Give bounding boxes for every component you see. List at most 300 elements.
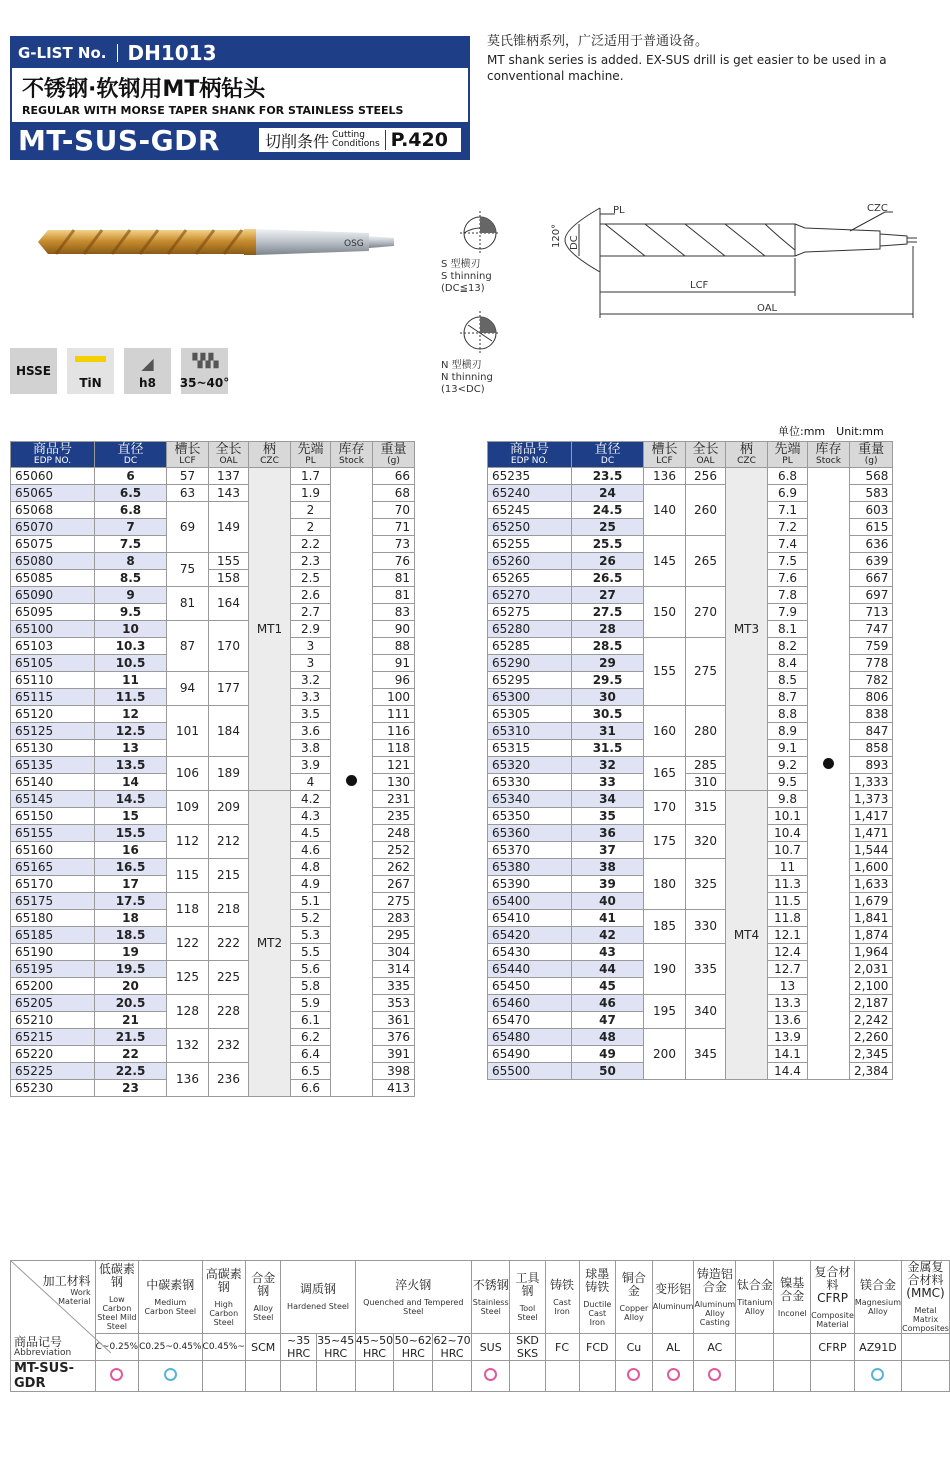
- work-material-table: [10, 1260, 950, 1392]
- edp-cell: 65170: [11, 876, 95, 893]
- lcf-cell: 185: [644, 910, 686, 944]
- table-row: [11, 1261, 950, 1334]
- col-dc: 直径 DC: [572, 442, 644, 468]
- cutting-page: P.420: [390, 129, 448, 151]
- oal-cell: 280: [686, 706, 726, 757]
- pl-cell: 5.2: [291, 910, 331, 927]
- weight-cell: 583: [850, 485, 893, 502]
- weight-cell: 304: [373, 944, 415, 961]
- weight-cell: 639: [850, 553, 893, 570]
- dc-cell: 21: [95, 1012, 167, 1029]
- edp-cell: 65255: [488, 536, 572, 553]
- table-row: [11, 1361, 950, 1392]
- weight-cell: 68: [373, 485, 415, 502]
- pl-cell: 4.5: [291, 825, 331, 842]
- weight-cell: 568: [850, 468, 893, 485]
- lcf-cell: 128: [167, 995, 209, 1029]
- weight-cell: 847: [850, 723, 893, 740]
- pl-cell: 5.8: [291, 978, 331, 995]
- dc-cell: 10.5: [95, 655, 167, 672]
- weight-cell: 248: [373, 825, 415, 842]
- pl-cell: 4.8: [291, 859, 331, 876]
- pl-cell: 12.4: [768, 944, 808, 961]
- edp-cell: 65490: [488, 1046, 572, 1063]
- shank-mark: OSG: [344, 239, 364, 249]
- edp-cell: 65145: [11, 791, 95, 808]
- dc-cell: 39: [572, 876, 644, 893]
- lcf-cell: 136: [167, 1063, 209, 1097]
- col-stock: 库存 Stock: [331, 442, 373, 468]
- pl-cell: 9.1: [768, 740, 808, 757]
- glist-bar: [12, 38, 468, 68]
- pl-cell: 9.5: [768, 774, 808, 791]
- col-weight: 重量 (g): [373, 442, 415, 468]
- edp-cell: 65460: [488, 995, 572, 1012]
- dc-cell: 14.5: [95, 791, 167, 808]
- lcf-cell: 195: [644, 995, 686, 1029]
- weight-cell: 2,384: [850, 1063, 893, 1080]
- lcf-cell: 132: [167, 1029, 209, 1063]
- dc-cell: 29.5: [572, 672, 644, 689]
- suitability-cell: [902, 1361, 950, 1392]
- oal-cell: 285: [686, 757, 726, 774]
- weight-cell: 91: [373, 655, 415, 672]
- weight-cell: 2,031: [850, 961, 893, 978]
- dc-cell: 50: [572, 1063, 644, 1080]
- material-abbreviation: 62~70 HRC: [433, 1334, 471, 1360]
- weight-cell: 391: [373, 1046, 415, 1063]
- oal-cell: 345: [686, 1029, 726, 1080]
- edp-cell: 65285: [488, 638, 572, 655]
- oal-label: OAL: [757, 303, 778, 314]
- pl-cell: 13: [768, 978, 808, 995]
- material-header: 中碳素钢 Medium Carbon Steel: [139, 1261, 202, 1334]
- dc-cell: 16: [95, 842, 167, 859]
- pl-cell: 8.4: [768, 655, 808, 672]
- edp-cell: 65155: [11, 825, 95, 842]
- dc-cell: 35: [572, 808, 644, 825]
- edp-cell: 65470: [488, 1012, 572, 1029]
- weight-cell: 70: [373, 502, 415, 519]
- weight-cell: 71: [373, 519, 415, 536]
- lcf-cell: 101: [167, 706, 209, 757]
- dc-cell: 6.8: [95, 502, 167, 519]
- dc-cell: 22: [95, 1046, 167, 1063]
- dc-cell: 44: [572, 961, 644, 978]
- dc-cell: 13.5: [95, 757, 167, 774]
- dc-cell: 30.5: [572, 706, 644, 723]
- weight-cell: 1,471: [850, 825, 893, 842]
- oal-cell: 177: [209, 672, 249, 706]
- edp-cell: 65260: [488, 553, 572, 570]
- dc-cell: 21.5: [95, 1029, 167, 1046]
- product-note: [487, 34, 947, 84]
- dc-cell: 11.5: [95, 689, 167, 706]
- material-abbreviation: AL: [652, 1334, 694, 1361]
- dc-cell: 8.5: [95, 570, 167, 587]
- suitability-cell: [774, 1361, 811, 1392]
- col-edp: 商品号 EDP NO.: [11, 442, 95, 468]
- material-header: 铸铁 Cast Iron: [545, 1261, 579, 1334]
- pl-cell: 5.9: [291, 995, 331, 1012]
- dc-cell: 28: [572, 621, 644, 638]
- pl-cell: 5.5: [291, 944, 331, 961]
- oal-cell: 320: [686, 825, 726, 859]
- pl-cell: 7.8: [768, 587, 808, 604]
- lcf-cell: 81: [167, 587, 209, 621]
- shank-cell: MT2: [249, 791, 291, 1097]
- material-header: 铜合金 Copper Alloy: [616, 1261, 653, 1334]
- unit-label: 单位:mm Unit:mm: [778, 425, 884, 438]
- dc-cell: 9.5: [95, 604, 167, 621]
- edp-cell: 65500: [488, 1063, 572, 1080]
- pl-cell: 11.5: [768, 893, 808, 910]
- row-label: MT-SUS-GDR: [11, 1361, 96, 1392]
- weight-cell: 893: [850, 757, 893, 774]
- weight-cell: 81: [373, 570, 415, 587]
- edp-cell: 65295: [488, 672, 572, 689]
- oal-cell: 335: [686, 944, 726, 995]
- dc-cell: 12.5: [95, 723, 167, 740]
- weight-cell: 235: [373, 808, 415, 825]
- suitability-cell: [545, 1361, 579, 1392]
- stock-cell: [808, 468, 850, 1080]
- pl-cell: 7.4: [768, 536, 808, 553]
- lcf-label: LCF: [690, 280, 709, 291]
- weight-cell: 603: [850, 502, 893, 519]
- weight-cell: 697: [850, 587, 893, 604]
- lcf-cell: 122: [167, 927, 209, 961]
- edp-cell: 65090: [11, 587, 95, 604]
- edp-cell: 65275: [488, 604, 572, 621]
- dc-cell: 19: [95, 944, 167, 961]
- col-stock: 库存 Stock: [808, 442, 850, 468]
- suitability-cell: [510, 1361, 545, 1392]
- edp-cell: 65480: [488, 1029, 572, 1046]
- col-weight: 重量 (g): [850, 442, 893, 468]
- shank-cell: MT3: [726, 468, 768, 791]
- table-row: [11, 468, 415, 485]
- pl-cell: 2.7: [291, 604, 331, 621]
- title-area: [12, 68, 468, 122]
- lcf-cell: 136: [644, 468, 686, 485]
- weight-cell: 100: [373, 689, 415, 706]
- edp-cell: 65360: [488, 825, 572, 842]
- material-header: 镍基合金 Inconel: [774, 1261, 811, 1334]
- edp-cell: 65220: [11, 1046, 95, 1063]
- dc-cell: 34: [572, 791, 644, 808]
- angle-label: 120°: [551, 223, 562, 248]
- shank-cell: MT4: [726, 791, 768, 1080]
- oal-cell: 209: [209, 791, 249, 825]
- material-header: 不锈钢 Stainless Steel: [471, 1261, 509, 1334]
- material-abbreviation: [774, 1334, 811, 1361]
- pl-cell: 8.5: [768, 672, 808, 689]
- pl-cell: 2.9: [291, 621, 331, 638]
- dc-cell: 18: [95, 910, 167, 927]
- dc-cell: 27: [572, 587, 644, 604]
- pl-cell: 3.2: [291, 672, 331, 689]
- edp-cell: 65175: [11, 893, 95, 910]
- oal-cell: 260: [686, 485, 726, 536]
- oal-cell: 158: [209, 570, 249, 587]
- edp-cell: 65300: [488, 689, 572, 706]
- lcf-cell: 190: [644, 944, 686, 995]
- dc-cell: 23.5: [572, 468, 644, 485]
- oal-cell: 325: [686, 859, 726, 910]
- oal-cell: 212: [209, 825, 249, 859]
- recommended-circle-icon: [708, 1368, 721, 1381]
- shank-cell: MT1: [249, 468, 291, 791]
- weight-cell: 252: [373, 842, 415, 859]
- pl-cell: 11.8: [768, 910, 808, 927]
- pl-cell: 13.6: [768, 1012, 808, 1029]
- material-header: 复合材料 CFRP Composite Material: [811, 1261, 855, 1334]
- dc-cell: 20.5: [95, 995, 167, 1012]
- czc-label: CZC: [867, 203, 888, 214]
- edp-cell: 65103: [11, 638, 95, 655]
- suitability-cell: [394, 1361, 433, 1392]
- recommended-circle-icon: [110, 1368, 123, 1381]
- edp-cell: 65085: [11, 570, 95, 587]
- edp-cell: 65185: [11, 927, 95, 944]
- weight-cell: 1,874: [850, 927, 893, 944]
- weight-cell: 1,964: [850, 944, 893, 961]
- material-abbreviation: 35~45 HRC: [317, 1334, 355, 1360]
- dc-cell: 36: [572, 825, 644, 842]
- oal-cell: 218: [209, 893, 249, 927]
- suitability-cell: [433, 1361, 472, 1392]
- edp-cell: 65370: [488, 842, 572, 859]
- pl-cell: 4.9: [291, 876, 331, 893]
- material-abbreviation: ~35 HRC: [281, 1334, 316, 1361]
- spec-table-right: [487, 441, 893, 1080]
- edp-cell: 65225: [11, 1063, 95, 1080]
- edp-cell: 65310: [488, 723, 572, 740]
- dc-cell: 11: [95, 672, 167, 689]
- weight-cell: 111: [373, 706, 415, 723]
- pl-cell: 2.3: [291, 553, 331, 570]
- oal-cell: 315: [686, 791, 726, 825]
- weight-cell: 1,841: [850, 910, 893, 927]
- material-header: 铸造铝合金 Aluminum Alloy Casting: [694, 1261, 736, 1334]
- weight-cell: 2,187: [850, 995, 893, 1012]
- material-abbreviation: 50~62 HRC: [394, 1334, 432, 1360]
- suitability-cell: [854, 1361, 901, 1392]
- col-czc: 柄 CZC: [249, 442, 291, 468]
- weight-cell: 1,633: [850, 876, 893, 893]
- dc-cell: 31.5: [572, 740, 644, 757]
- oal-cell: 155: [209, 553, 249, 570]
- edp-cell: 65075: [11, 536, 95, 553]
- weight-cell: 1,600: [850, 859, 893, 876]
- pl-cell: 6.2: [291, 1029, 331, 1046]
- suitability-cell: [579, 1361, 616, 1392]
- helix-angle-icon: ▚▚▚: [192, 354, 217, 369]
- title-en: REGULAR WITH MORSE TAPER SHANK FOR STAINLESS STEELS: [22, 104, 404, 117]
- edp-cell: 65140: [11, 774, 95, 791]
- oal-cell: 215: [209, 859, 249, 893]
- pl-cell: 9.8: [768, 791, 808, 808]
- edp-cell: 65320: [488, 757, 572, 774]
- edp-cell: 65150: [11, 808, 95, 825]
- edp-cell: 65290: [488, 655, 572, 672]
- material-abbreviation: SCM: [245, 1334, 281, 1361]
- edp-cell: 65065: [11, 485, 95, 502]
- edp-cell: 65180: [11, 910, 95, 927]
- col-oal: 全长 OAL: [209, 442, 249, 468]
- weight-cell: 267: [373, 876, 415, 893]
- pl-cell: 2.6: [291, 587, 331, 604]
- dc-cell: 19.5: [95, 961, 167, 978]
- dc-cell: 12: [95, 706, 167, 723]
- edp-cell: 65410: [488, 910, 572, 927]
- weight-cell: 2,345: [850, 1046, 893, 1063]
- spec-table-left: [10, 441, 415, 1097]
- pl-cell: 3.5: [291, 706, 331, 723]
- lcf-cell: 165: [644, 757, 686, 791]
- dc-cell: 16.5: [95, 859, 167, 876]
- edp-cell: 65200: [11, 978, 95, 995]
- weight-cell: 1,544: [850, 842, 893, 859]
- table-row: [488, 468, 893, 485]
- suitability-cell: [139, 1361, 202, 1392]
- oal-cell: 149: [209, 502, 249, 553]
- lcf-cell: 87: [167, 621, 209, 672]
- lcf-cell: 57: [167, 468, 209, 485]
- oal-cell: 143: [209, 485, 249, 502]
- dc-cell: 45: [572, 978, 644, 995]
- material-abbreviation: C0.25~0.45%: [139, 1334, 202, 1361]
- helix-badge: ▚▚▚ 35~40°: [181, 348, 228, 394]
- material-abbreviation: FC: [545, 1334, 579, 1361]
- pl-cell: 7.9: [768, 604, 808, 621]
- pl-cell: 14.4: [768, 1063, 808, 1080]
- pl-cell: 10.4: [768, 825, 808, 842]
- lcf-cell: 115: [167, 859, 209, 893]
- suitability-cell: [316, 1361, 355, 1392]
- dc-cell: 49: [572, 1046, 644, 1063]
- dc-cell: 6.5: [95, 485, 167, 502]
- pl-cell: 2.5: [291, 570, 331, 587]
- edp-cell: 65390: [488, 876, 572, 893]
- pl-cell: 8.1: [768, 621, 808, 638]
- weight-cell: 782: [850, 672, 893, 689]
- pl-cell: 7.6: [768, 570, 808, 587]
- weight-cell: 262: [373, 859, 415, 876]
- dc-cell: 23: [95, 1080, 167, 1097]
- pl-cell: 1.7: [291, 468, 331, 485]
- oal-cell: 225: [209, 961, 249, 995]
- note-en: MT shank series is added. EX-SUS drill is get easier to be used in a conventional machine.: [487, 53, 887, 83]
- dc-cell: 29: [572, 655, 644, 672]
- material-header: 淬火钢 Quenched and Tempered Steel: [355, 1261, 471, 1334]
- material-header: 变形铝 Aluminum: [652, 1261, 694, 1334]
- weight-cell: 116: [373, 723, 415, 740]
- edp-cell: 65420: [488, 927, 572, 944]
- pl-cell: 4.6: [291, 842, 331, 859]
- weight-cell: 96: [373, 672, 415, 689]
- tin-badge: TiN: [67, 348, 114, 394]
- weight-cell: 130: [373, 774, 415, 791]
- dc-cell: 33: [572, 774, 644, 791]
- h8-badge: ◢ h8: [124, 348, 171, 394]
- lcf-cell: 69: [167, 502, 209, 553]
- weight-cell: 90: [373, 621, 415, 638]
- dc-cell: 24: [572, 485, 644, 502]
- cutting-conditions-link[interactable]: [258, 127, 462, 153]
- edp-cell: 65250: [488, 519, 572, 536]
- pl-cell: 12.1: [768, 927, 808, 944]
- oal-cell: 236: [209, 1063, 249, 1097]
- weight-cell: 1,417: [850, 808, 893, 825]
- dc-cell: 6: [95, 468, 167, 485]
- material-abbreviation: FCD: [579, 1334, 616, 1361]
- dc-cell: 27.5: [572, 604, 644, 621]
- edp-cell: 65165: [11, 859, 95, 876]
- weight-cell: 1,333: [850, 774, 893, 791]
- edp-cell: 65190: [11, 944, 95, 961]
- dc-cell: 47: [572, 1012, 644, 1029]
- suitability-cell: [471, 1361, 509, 1392]
- dc-cell: 40: [572, 893, 644, 910]
- dc-cell: 10.3: [95, 638, 167, 655]
- suitable-circle-icon: [871, 1368, 884, 1381]
- divider: [385, 130, 386, 150]
- dc-cell: 41: [572, 910, 644, 927]
- oal-cell: 340: [686, 995, 726, 1029]
- col-lcf: 槽长 LCF: [167, 442, 209, 468]
- pl-cell: 10.1: [768, 808, 808, 825]
- col-oal: 全长 OAL: [686, 442, 726, 468]
- material-abbreviation: SUS: [471, 1334, 509, 1361]
- oal-cell: 222: [209, 927, 249, 961]
- weight-cell: 314: [373, 961, 415, 978]
- pl-cell: 2: [291, 519, 331, 536]
- tin-coating-icon: [75, 356, 106, 362]
- col-lcf: 槽长 LCF: [644, 442, 686, 468]
- weight-cell: 858: [850, 740, 893, 757]
- pl-cell: 3.8: [291, 740, 331, 757]
- lcf-cell: 200: [644, 1029, 686, 1080]
- dc-cell: 43: [572, 944, 644, 961]
- pl-cell: 14.1: [768, 1046, 808, 1063]
- edp-cell: 65230: [11, 1080, 95, 1097]
- weight-cell: 335: [373, 978, 415, 995]
- oal-cell: 189: [209, 757, 249, 791]
- edp-cell: 65265: [488, 570, 572, 587]
- hsse-badge: HSSE: [10, 348, 57, 394]
- suitability-cell: [616, 1361, 653, 1392]
- oal-cell: 137: [209, 468, 249, 485]
- weight-cell: 121: [373, 757, 415, 774]
- dc-cell: 8: [95, 553, 167, 570]
- pl-cell: 3: [291, 655, 331, 672]
- material-abbreviation: CFRP: [811, 1334, 855, 1361]
- dc-cell: 17: [95, 876, 167, 893]
- dc-cell: 25.5: [572, 536, 644, 553]
- weight-cell: 615: [850, 519, 893, 536]
- dc-cell: 30: [572, 689, 644, 706]
- pl-cell: 5.1: [291, 893, 331, 910]
- material-abbreviation: SKD SKS: [510, 1334, 545, 1361]
- lcf-cell: 170: [644, 791, 686, 825]
- edp-cell: 65430: [488, 944, 572, 961]
- pl-cell: 1.9: [291, 485, 331, 502]
- glist-label: G-LIST No.: [18, 44, 107, 62]
- pl-cell: 8.8: [768, 706, 808, 723]
- oal-cell: 228: [209, 995, 249, 1029]
